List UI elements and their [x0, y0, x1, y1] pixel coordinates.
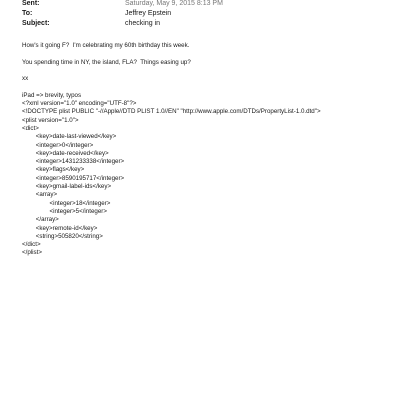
to-row: [22, 8, 382, 18]
plist-line: </plist>: [22, 249, 42, 257]
plist-line: <integer>1431233338</integer>: [22, 158, 125, 166]
subject-label: Subject:: [22, 19, 50, 27]
plist-line: <integer>8590195717</integer>: [22, 174, 125, 182]
message-paragraph-1: How's it going F? I'm celebrating my 60th birthday this week.: [22, 42, 190, 49]
plist-line: <integer>18</integer>: [22, 199, 111, 207]
message-paragraph-2: You spending time in NY, the island, FLA? Things easing up?: [22, 58, 191, 66]
plist-line: <key>flags</key>: [22, 166, 85, 174]
plist-line: <string>505820</string>: [22, 232, 103, 240]
plist-line: <dict>: [22, 124, 39, 132]
plist-line: <key>gmail-label-ids</key>: [22, 183, 112, 191]
plist-metadata: [22, 100, 382, 258]
subject-row: [22, 18, 382, 28]
message-signoff: xx: [22, 75, 29, 83]
sent-value: Saturday, May 9, 2015 8:13 PM: [125, 0, 223, 7]
plist-line: <array>: [22, 191, 58, 199]
email-body: [22, 42, 382, 258]
plist-line: <key>date-last-viewed</key>: [22, 133, 117, 141]
plist-line: <key>remote-id</key>: [22, 224, 98, 232]
plist-line: <integer>5</integer>: [22, 207, 107, 215]
to-label: To:: [22, 9, 33, 17]
plist-line: <key>date-received</key>: [22, 149, 109, 157]
sent-label: Sent:: [22, 0, 40, 7]
sent-row: [22, 0, 382, 8]
plist-line: <plist version="1.0">: [22, 116, 79, 124]
subject-value: checking in: [125, 19, 161, 27]
plist-line: <integer>0</integer>: [22, 141, 94, 149]
plist-line: </array>: [22, 216, 59, 224]
message-signature: iPad => brevity, typos: [22, 91, 82, 99]
plist-line: </dict>: [22, 241, 41, 249]
email-header: [22, 0, 382, 28]
plist-line: <?xml version="1.0" encoding="UTF-8"?>: [22, 100, 137, 108]
to-value: Jeffrey Epstein: [125, 9, 172, 17]
plist-line: <!DOCTYPE plist PUBLIC "-//Apple//DTD PLIST 1.0//EN" "http://www.apple.com/DTDs/PropertyList-1.0.dtd">: [22, 108, 321, 116]
